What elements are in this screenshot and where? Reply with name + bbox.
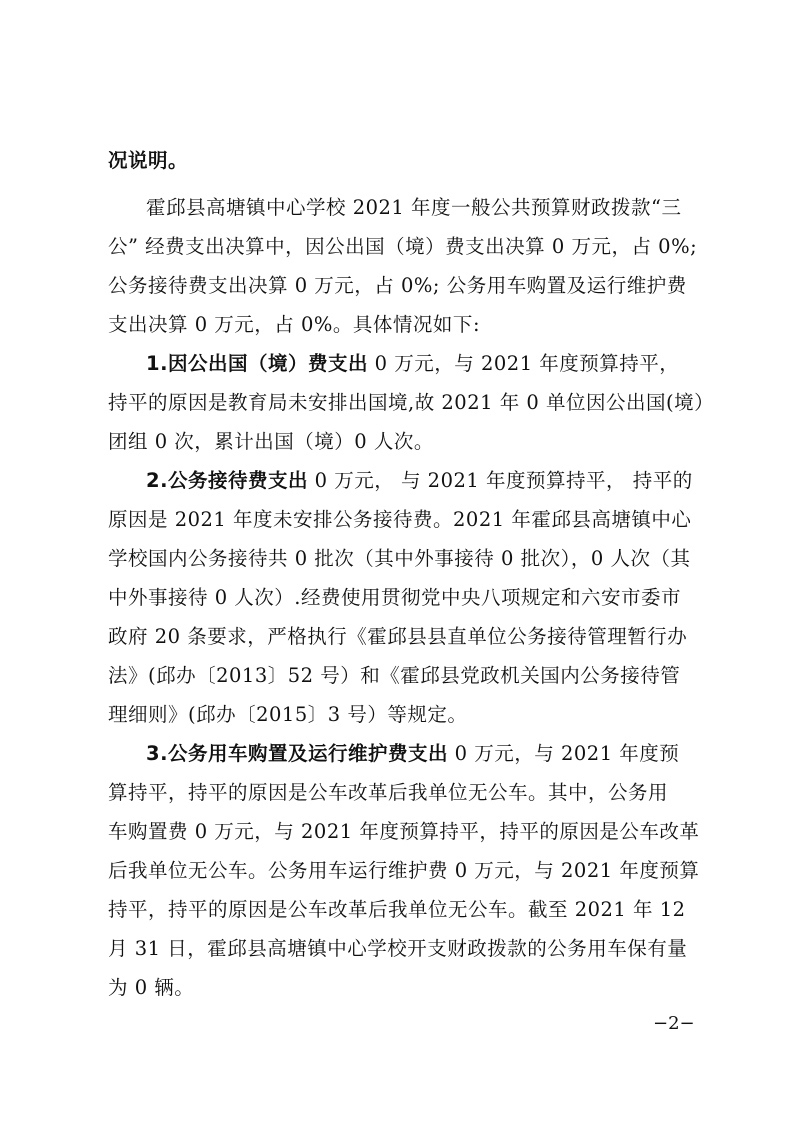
section2-line-4: 中外事接待 0 人次）.经费使用贯彻党中央八项规定和六安市委市 [108,586,682,609]
section2-line1-rest: 0 万元， 与 2021 年度预算持平， 持平的 [307,469,693,492]
section2-line-7: 理细则》(邱办〔2015〕3 号）等规定。 [108,703,468,726]
summary-line-4: 支出决算 0 万元，占 0%。具体情况如下: [108,313,481,336]
heading-tail: 况说明。 [108,149,189,172]
section3-line-1 [146,739,679,769]
section2-line-5: 政府 20 条要求，严格执行《霍邱县县直单位公务接待管理暂行办 [108,625,688,648]
section1-line1-rest: 0 万元，与 2021 年度预算持平， [367,352,680,375]
section3-line-2: 算持平，持平的原因是公车改革后我单位无公车。其中，公务用 [108,781,669,804]
section3-line-4: 后我单位无公车。公务用车运行维护费 0 万元，与 2021 年度预算 [108,859,700,882]
section1-line-3: 团组 0 次，累计出国（境）0 人次。 [108,430,434,453]
section2-line-2: 原因是 2021 年度未安排公务接待费。2021 年霍邱县高塘镇中心 [108,508,692,531]
page-number: −2− [653,1013,695,1034]
section2-line-1 [146,466,693,496]
section3-title: 3.公务用车购置及运行维护费支出 [146,742,448,765]
section3-line-6: 月 31 日，霍邱县高塘镇中心学校开支财政拨款的公务用车保有量 [108,937,688,960]
summary-line-3: 公务接待费支出决算 0 万元，占 0%; 公务用车购置及运行维护费 [108,274,687,297]
section1-line-2: 持平的原因是教育局未安排出国境,故 2021 年 0 单位因公出国(境） [108,391,715,414]
section3-line-5: 持平，持平的原因是公车改革后我单位无公车。截至 2021 年 12 [108,898,686,921]
section1-title: 1.因公出国（境）费支出 [146,352,368,375]
section1-line-1 [146,349,679,379]
section3-line1-rest: 0 万元，与 2021 年度预 [447,742,680,765]
section2-title: 2.公务接待费支出 [146,469,308,492]
section3-line-7: 为 0 辆。 [108,976,195,999]
summary-line-2: 公” 经费支出决算中，因公出国（境）费支出决算 0 万元，占 0%; [108,235,698,258]
summary-line-1: 霍邱县高塘镇中心学校 2021 年度一般公共预算财政拨款“三 [146,196,682,219]
section2-line-3: 学校国内公务接待共 0 批次（其中外事接待 0 批次），0 人次（其 [108,547,691,570]
section2-line-6: 法》(邱办〔2013〕52 号）和《霍邱县党政机关国内公务接待管 [108,664,681,687]
section3-line-3: 车购置费 0 万元，与 2021 年度预算持平，持平的原因是公车改革 [108,820,700,843]
